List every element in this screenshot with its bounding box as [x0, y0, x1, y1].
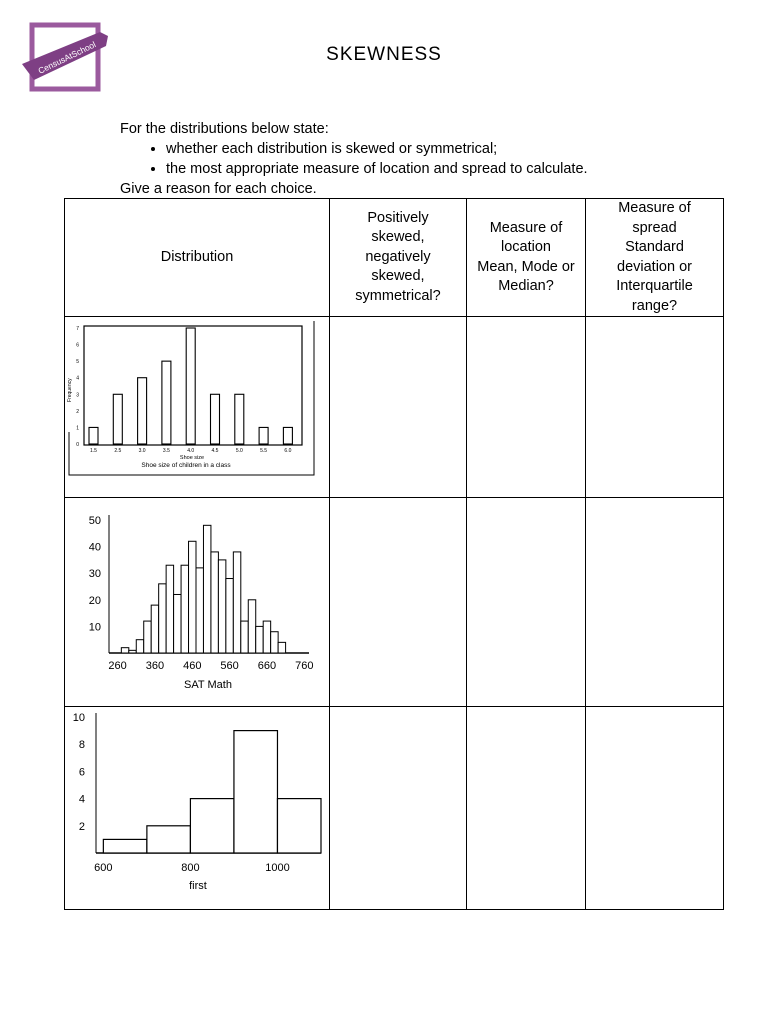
sat-math-chart [65, 498, 329, 706]
histogram-bar [89, 427, 98, 444]
histogram-bar [144, 621, 151, 653]
x-tick-label: 760 [295, 660, 314, 672]
x-tick-label: 3.5 [162, 448, 170, 454]
header-location: Measure of location Mean, Mode or Median? [467, 199, 586, 317]
x-tick-label: 6.0 [284, 448, 292, 454]
histogram-bar [166, 565, 173, 653]
x-tick-label: 3.0 [138, 448, 146, 454]
histogram-bar [147, 826, 191, 853]
histogram-bar [226, 579, 233, 653]
instructions-intro: For the distributions below state: [120, 121, 329, 137]
header-row [65, 199, 724, 317]
x-tick-label: 360 [145, 660, 165, 672]
header-spread: Measure of spread Standard deviation or Interquartile range? [586, 199, 724, 317]
histogram-bar [218, 560, 225, 653]
first-chart [65, 707, 329, 909]
x-tick-label: 1000 [265, 862, 290, 874]
shoe-size-chart [65, 317, 329, 497]
x-tick-label: 4.5 [211, 448, 219, 454]
x-tick-label: 5.0 [235, 448, 243, 454]
logo-text: CensusAtSchool [36, 39, 98, 76]
answer-location-3[interactable] [467, 707, 586, 910]
y-tick-label: 50 [88, 515, 101, 527]
histogram-bar [181, 565, 188, 653]
answer-skew-2[interactable] [330, 498, 467, 707]
histogram-bar [189, 541, 196, 653]
distribution-cell-1 [65, 317, 330, 498]
y-tick-label: 20 [88, 594, 101, 607]
x-tick-label: 800 [181, 862, 200, 874]
answer-location-1[interactable] [467, 317, 586, 498]
y-tick-label: 5 [76, 359, 79, 366]
histogram-bar [190, 799, 234, 853]
y-tick-label: 1 [76, 425, 79, 432]
answer-spread-1[interactable] [586, 317, 724, 498]
answer-skew-1[interactable] [330, 317, 467, 498]
x-tick-label: 5.5 [260, 448, 268, 454]
x-tick-label: 4.0 [187, 448, 195, 454]
answer-skew-3[interactable] [330, 707, 467, 910]
x-tick-label: 560 [220, 660, 239, 672]
instructions-outro: Give a reason for each choice. [120, 181, 317, 197]
x-axis-label: first [189, 880, 207, 892]
y-tick-label: 40 [88, 541, 101, 554]
y-tick-label: 8 [78, 739, 85, 752]
histogram-bar [211, 394, 220, 444]
y-tick-label: 6 [76, 342, 79, 349]
histogram-bar [113, 394, 122, 444]
histogram-bar [159, 584, 166, 653]
table-row [65, 317, 724, 498]
instructions [120, 119, 588, 199]
x-tick-label: 660 [257, 660, 277, 672]
x-tick-label: 2.5 [114, 448, 122, 454]
histogram-bar [263, 621, 270, 653]
histogram-bar [235, 394, 244, 444]
y-tick-label: 7 [76, 326, 79, 332]
table-row [65, 707, 724, 910]
answer-spread-2[interactable] [586, 498, 724, 707]
histogram-bar [186, 328, 195, 444]
histogram-bar [211, 552, 218, 653]
y-tick-label: 10 [88, 621, 101, 634]
header-distribution: Distribution [65, 199, 330, 317]
y-tick-label: 4 [78, 793, 85, 806]
histogram-bar [196, 568, 203, 653]
y-tick-label: 0 [76, 442, 79, 448]
histogram-bar [136, 640, 143, 653]
histogram-bar [278, 642, 285, 653]
y-tick-label: 10 [72, 712, 85, 724]
y-tick-label: 3 [76, 392, 79, 399]
skewness-table [64, 198, 724, 910]
histogram-bar [271, 632, 278, 653]
histogram-bar [256, 626, 263, 653]
histogram-bar [283, 427, 292, 444]
header-skew: Positively skewed, negatively skewed, symmetrical? [330, 199, 467, 317]
table-row [65, 498, 724, 707]
distribution-cell-3 [65, 707, 330, 910]
histogram-bar [121, 648, 128, 653]
x-tick-label: 1.5 [90, 448, 97, 454]
histogram-bar [234, 731, 278, 853]
y-tick-label: 4 [76, 375, 79, 382]
answer-spread-3[interactable] [586, 707, 724, 910]
histogram-bar [162, 361, 171, 444]
histogram-bar [174, 594, 181, 653]
histogram-bar [233, 552, 240, 653]
x-tick-label: 260 [108, 660, 127, 672]
y-axis-label: Frequency [67, 378, 73, 402]
y-tick-label: 6 [78, 766, 85, 779]
histogram-bar [151, 605, 158, 653]
y-tick-label: 30 [88, 568, 101, 581]
instruction-bullet: • whether each distribution is skewed or symmetrical; [166, 139, 588, 159]
distribution-cell-2 [65, 498, 330, 707]
instruction-bullet: • the most appropriate measure of location and spread to calculate. [166, 159, 588, 179]
histogram-bar [277, 799, 321, 853]
page-title: SKEWNESS [326, 44, 442, 65]
x-axis-label: SAT Math [184, 679, 232, 691]
x-tick-label: 600 [94, 862, 113, 874]
chart-title: Shoe size of children in a class [141, 462, 231, 469]
histogram-bar [138, 378, 147, 444]
histogram-bar [103, 839, 147, 853]
histogram-bar [259, 427, 268, 444]
y-tick-label: 2 [78, 820, 85, 833]
histogram-bar [203, 525, 210, 653]
histogram-bar [241, 621, 248, 653]
histogram-bar [248, 600, 255, 653]
instructions-list [120, 139, 588, 179]
histogram-bar [129, 650, 136, 653]
x-axis-label: Shoe size [179, 455, 205, 461]
y-tick-label: 2 [76, 408, 79, 415]
answer-location-2[interactable] [467, 498, 586, 707]
x-tick-label: 460 [183, 660, 202, 672]
